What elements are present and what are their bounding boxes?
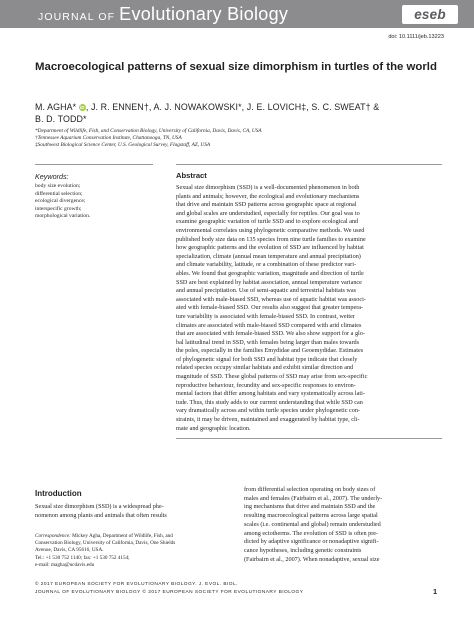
text-line: males and females (Fairbairn et al., 2007). The underly- — [244, 494, 383, 502]
abstract-bottom-divider — [176, 438, 442, 439]
text-line: mental factors that differ among habitats and vary systematically across lati- — [176, 390, 365, 398]
text-line: and climate variability, latitude, or a combination of these predictor vari- — [176, 261, 357, 269]
footer-journal: JOURNAL OF EVOLUTIONARY BIOLOGY © 2017 EUROPEAN SOCIETY FOR EVOLUTIONARY BIOLOGY — [35, 590, 304, 595]
keywords-list — [35, 183, 90, 221]
text-line: among ectotherms. The evolution of SSD is often pre- — [244, 529, 379, 537]
text-line: ated with female-biased SSD. Our results also suggest that greater tempera- — [176, 304, 364, 312]
author-rest: , J. R. ENNEN†, A. J. NOWAKOWSKI*, J. E. LOVICH‡, S. C. SWEAT† & — [85, 102, 380, 112]
abstract-body — [176, 184, 442, 433]
text-line: and global scales are understudied, especially for reptiles. Our goal was to — [176, 209, 360, 217]
journal-title — [38, 5, 288, 26]
abstract-heading: Abstract — [176, 171, 207, 180]
correspondence-line: Conservation Biology, University of California, Davis, One Shields — [35, 540, 176, 547]
text-line: environmental correlates using phylogenetic comparative methods. We used — [176, 226, 365, 234]
affiliation-3: ‡Southwest Biological Science Center, U.S. Geological Survey, Flagstaff, AZ, USA — [35, 142, 211, 148]
text-line: specialization, climate (annual mean temperature and annual precipitation) — [176, 252, 361, 260]
journal-banner — [0, 0, 474, 28]
text-line: tude. Thus, this study adds to our current understanding that while SSD can — [176, 398, 363, 406]
text-line: and annual precipitation. Use of semi-aquatic and terrestrial habitats was — [176, 287, 357, 295]
text-line: how geographic patterns and the evolution of SSD are influenced by habitat — [176, 244, 364, 252]
keyword: morphological variation. — [35, 213, 91, 219]
journal-title-small: JOURNAL OF — [38, 11, 120, 23]
text-line: the poles, especially in the families Emydidae and Geoemydidae. Estimates — [176, 347, 364, 355]
keyword: differential selection; — [35, 190, 83, 197]
page-number: 1 — [433, 587, 438, 596]
introduction-right-column — [244, 486, 442, 564]
correspondence-label: Correspondence: — [35, 533, 71, 539]
eseb-logo: eseb — [402, 5, 458, 24]
keyword: ecological divergence; — [35, 198, 86, 204]
abstract-divider — [176, 164, 442, 165]
text-line: magnitude of SSD. These global patterns of SSD may arise from sex-specific — [176, 373, 368, 381]
text-line: dicted by adaptive significance or nonadaptive signifi- — [244, 538, 379, 546]
keyword: interspecific growth; — [35, 205, 82, 212]
text-line: that are associated with female-biased SSD. We also show support for a glo- — [176, 330, 365, 338]
doi[interactable]: doi: 10.1111/jeb.13223 — [388, 34, 444, 40]
text-line: associated with male-biased SSD, whereas use of aquatic habitat was associ- — [176, 295, 366, 303]
text-line: SSD are best explained by habitat association, annual temperature variance — [176, 278, 362, 286]
text-line: (Fairbairn et al., 2007). When nonadaptive, sexual size — [244, 555, 380, 563]
text-line: published body size data on 135 species from nine turtle families to examine — [176, 235, 366, 243]
author-first: M. AGHA* — [35, 102, 79, 112]
affiliation-1: *Department of Wildlife, Fish, and Conservation Biology, University of California, Davis, Davis, CA, USA — [35, 128, 262, 134]
author-line-1 — [35, 101, 440, 113]
affiliation-2: †Tennessee Aquarium Conservation Institute, Chattanooga, TN, USA — [35, 135, 182, 141]
text-line: from differential selection operating on body sizes of — [244, 486, 376, 493]
text-line: climates are associated with male-biased SSD compared with arid climates — [176, 321, 362, 329]
text-line: cance hypotheses, including genetic constraints — [244, 546, 362, 554]
text-line: ing mechanisms that drive and maintain SSD and the — [244, 503, 376, 511]
article-title: Macroecological patterns of sexual size dimorphism in turtles of the world — [35, 61, 437, 73]
text-line: that drive and maintain SSD patterns across geographic space at regional — [176, 201, 357, 209]
keyword: body size evolution; — [35, 183, 81, 189]
text-line: straints, it may be driven, maintained and exaggerated by habitat type, cli- — [176, 416, 360, 424]
orcid-icon[interactable]: iD — [79, 105, 85, 110]
text-line: scales (i.e. continental and global) remain understudied — [244, 520, 381, 528]
text-line: reproductive behaviour, fecundity and sex-specific responses to environ- — [176, 381, 356, 389]
text-line: nomenon among plants and animals that often results — [35, 511, 167, 519]
text-line: ture variability is associated with female-biased SSD. In contrast, wetter — [176, 312, 355, 320]
text-line: bal latitudinal trend in SSD, with females being larger than males towards — [176, 338, 360, 346]
text-line: resulting macroecological patterns across large spatial — [244, 512, 378, 520]
text-line: plants and animals; however, the ecological and evolutionary mechanisms — [176, 192, 360, 200]
text-line: Sexual size dimorphism (SSD) is a widespread phe- — [35, 503, 164, 510]
correspondence-email[interactable]: e-mail: magha@ucdavis.edu — [35, 561, 95, 568]
keywords-divider — [35, 164, 153, 165]
correspondence-text: Mickey Agha, Department of Wildlife, Fish, and — [70, 533, 173, 539]
text-line: vary dramatically across and within turtle species under phylogenetic con- — [176, 407, 361, 415]
text-line: Sexual size dimorphism (SSD) is a well-documented phenomenon in both — [176, 184, 360, 191]
text-line: related species occupy similar habitats and exhibit similar direction and — [176, 364, 354, 372]
author-line-2: B. D. TODD* — [35, 114, 87, 124]
introduction-heading: Introduction — [35, 489, 82, 498]
correspondence-line: Tel.: +1 530 752 1140; fax: +1 530 752 4154; — [35, 554, 130, 561]
keywords-heading: Keywords: — [35, 172, 69, 181]
author-list — [35, 101, 440, 125]
text-line: ables. We found that geographic variation, magnitude and direction of turtle — [176, 269, 364, 277]
correspondence — [35, 533, 225, 569]
text-line: of phylogenetic signal for both SSD and habitat type indicate that closely — [176, 355, 358, 363]
journal-title-big: Evolutionary Biology — [119, 4, 289, 24]
introduction-left-column — [35, 503, 225, 520]
correspondence-line: Avenue, Davis, CA 95616, USA. — [35, 547, 104, 554]
text-line: mate and geographic location. — [176, 424, 251, 432]
text-line: examine geographic variation of turtle SSD and to explore ecological and — [176, 218, 359, 226]
footer-copyright: © 2017 EUROPEAN SOCIETY FOR EVOLUTIONARY BIOLOGY. J. EVOL. BIOL. — [35, 582, 238, 587]
